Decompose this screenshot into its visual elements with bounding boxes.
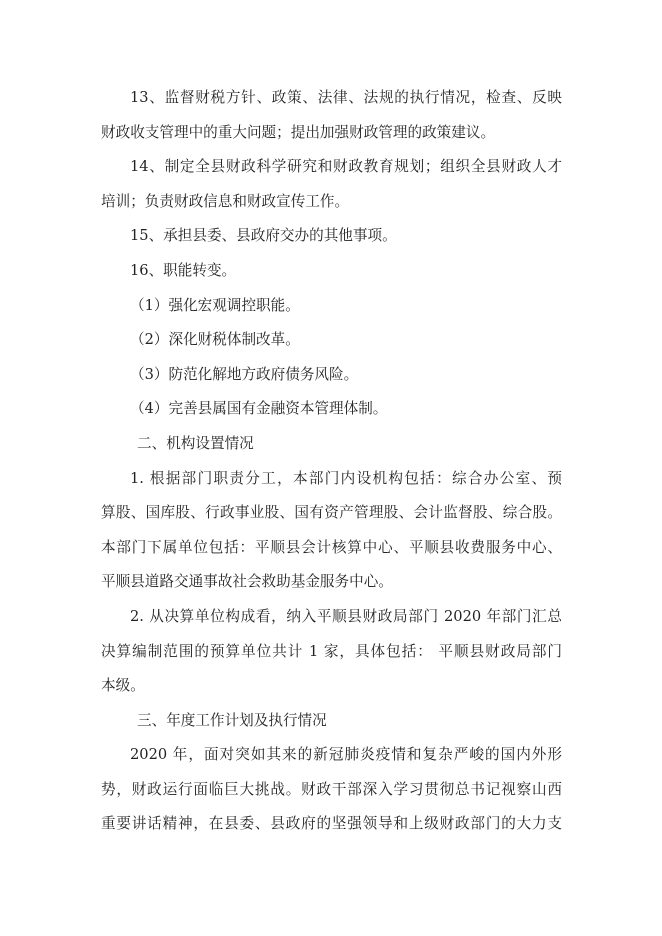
section-heading-2 [101,427,562,462]
sub-item-1 [101,289,562,324]
text-line: （4）完善县属国有金融资本管理体制。 [130,400,388,418]
text-line: 势，财政运行面临巨大挑战。财政干部深入学习贯彻总书记视察山西 [101,780,562,798]
paragraph-institution-setup [101,462,562,600]
text-line: （1）强化宏观调控职能。 [130,296,300,314]
text-line: 13、监督财税方针、政策、法律、法规的执行情况，检查、反映 [130,89,562,106]
section-heading-text: 三、年度工作计划及执行情况 [137,711,327,729]
text-line: 本级。 [101,677,145,695]
text-line: 算股、国库股、行政事业股、国有资产管理股、会计监督股、综合股。 [101,504,562,522]
text-line: 培训；负责财政信息和财政宣传工作。 [101,192,350,210]
paragraph-2020-work [101,738,562,842]
text-line: 重要讲话精神，在县委、县政府的坚强领导和上级财政部门的大力支 [101,815,562,833]
list-item-14 [101,150,562,219]
paragraph-budget-units [101,600,562,704]
list-item-13 [101,81,562,150]
text-line: （3）防范化解地方政府债务风险。 [130,365,359,383]
list-item-16 [101,254,562,289]
text-line: 2020 年，面对突如其来的新冠肺炎疫情和复杂严峻的国内外形 [130,746,562,764]
text-line: 财政收支管理中的重大问题；提出加强财政管理的政策建议。 [101,123,496,141]
document-body [101,81,562,842]
text-line: 15、承担县委、县政府交办的其他事项。 [130,227,397,245]
text-line: 1. 根据部门职责分工，本部门内设机构包括：综合办公室、预 [130,469,562,487]
sub-item-4 [101,392,562,427]
section-heading-3 [101,704,562,739]
text-line: 平顺县道路交通事故社会救助基金服务中心。 [101,573,393,591]
text-line: 16、职能转变。 [130,261,237,279]
list-item-15 [101,219,562,254]
sub-item-2 [101,323,562,358]
text-line: 14、制定全县财政科学研究和财政教育规划；组织全县财政人才 [130,158,562,176]
sub-item-3 [101,358,562,393]
section-heading-text: 二、机构设置情况 [137,434,254,452]
text-line: 本部门下属单位包括：平顺县会计核算中心、平顺县收费服务中心、 [101,538,562,556]
text-line: 2. 从决算单位构成看，纳入平顺县财政局部门 2020 年部门汇总 [130,607,562,625]
text-line: （2）深化财税体制改革。 [130,331,300,349]
text-line: 决算编制范围的预算单位共计 1 家，具体包括： 平顺县财政局部门 [101,642,562,660]
